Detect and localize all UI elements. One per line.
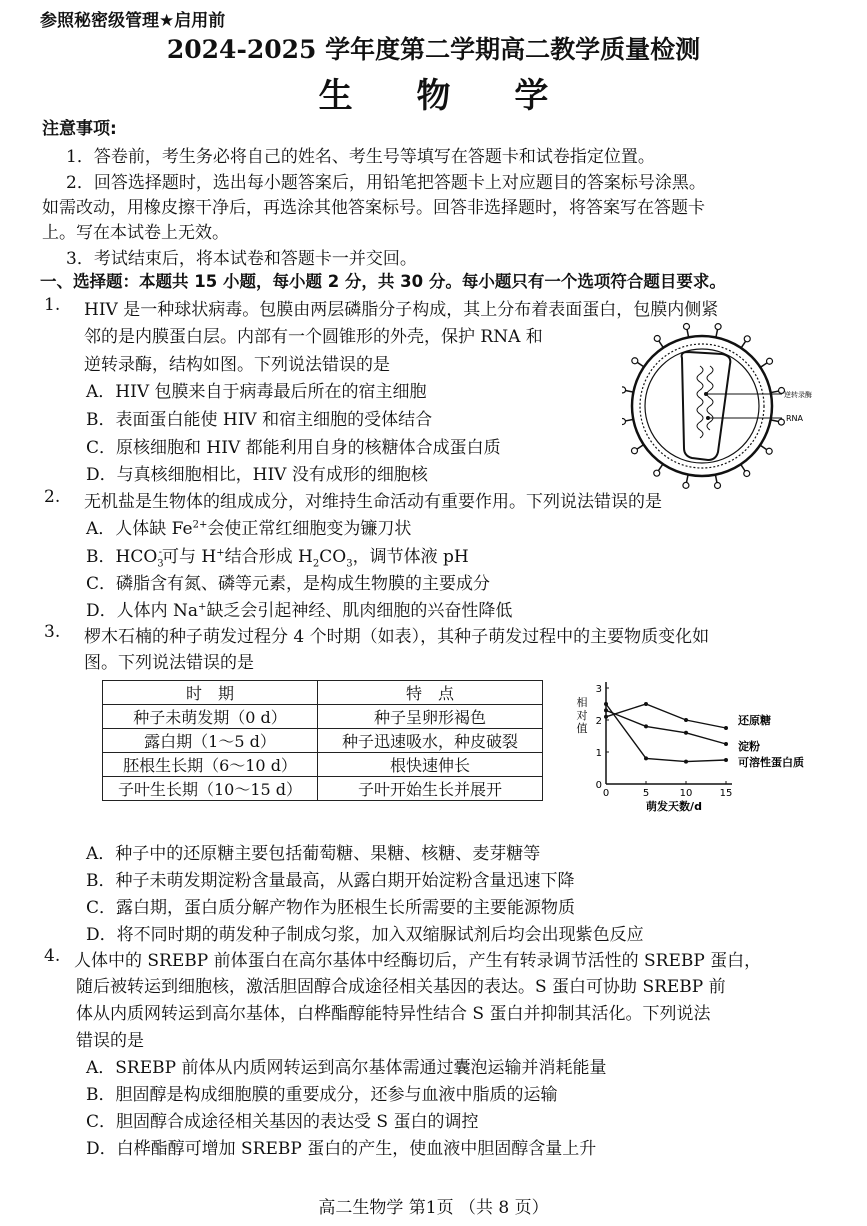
table-header-row	[103, 681, 543, 705]
question-stem: 椤木石楠的种子萌发过程分 4 个时期（如表），其种子萌发过程中的主要物质变化如	[84, 627, 710, 647]
surface-protein-head	[767, 358, 773, 364]
question-stem: 图。下列说法错误的是	[84, 653, 254, 673]
table-header: 特 点	[318, 681, 543, 705]
surface-protein-stalk	[771, 391, 779, 393]
question-stem: 无机盐是生物体的组成成分，对维持生命活动有重要作用。下列说法错误的是	[84, 492, 662, 512]
surface-protein-stalk	[715, 475, 717, 483]
surface-protein-stalk	[760, 363, 767, 367]
rna-strand	[697, 366, 703, 438]
hiv-structure-diagram	[622, 322, 822, 490]
series-label: 还原糖	[738, 714, 771, 727]
data-point	[684, 731, 688, 735]
note-line: 上。写在本试卷上无效。	[42, 223, 229, 243]
y-tick-label: 3	[595, 684, 602, 695]
data-point	[684, 718, 688, 722]
x-tick-label: 10	[679, 788, 693, 799]
option-b: B．表面蛋白能使 HIV 和宿主细胞的受体结合	[86, 410, 433, 430]
y-axis-label: 相	[576, 696, 588, 709]
table-row	[103, 705, 543, 729]
label-reverse-transcriptase: 逆转录酶	[784, 391, 812, 399]
table-row	[103, 729, 543, 753]
series-line	[606, 710, 726, 744]
note-line: 1．答卷前，考生务必将自己的姓名、考生号等填写在答题卡和试卷指定位置。	[66, 147, 655, 167]
surface-protein-head	[744, 471, 750, 477]
section-heading: 一、选择题：本题共 15 小题，每小题 2 分，共 30 分。每小题只有一个选项符合题目要求。	[40, 272, 726, 291]
x-tick-label: 0	[602, 788, 610, 799]
data-point	[644, 756, 648, 760]
table-cell: 种子呈卵形褐色	[318, 705, 543, 729]
series-line	[606, 704, 726, 728]
option-c: C．磷脂含有氮、磷等元素，是构成生物膜的主要成分	[86, 574, 491, 594]
table-cell: 种子未萌发期（0 d）	[103, 705, 318, 729]
surface-protein-head	[683, 482, 689, 488]
surface-protein-stalk	[716, 330, 718, 338]
surface-protein-head	[632, 358, 638, 364]
surface-protein-head	[654, 335, 660, 341]
data-point	[724, 726, 728, 730]
surface-protein-stalk	[687, 475, 689, 483]
table-cell: 子叶生长期（10～15 d）	[103, 777, 318, 801]
note-line: 如需改动，用橡皮擦干净后，再选涂其他答案标号。回答非选择题时，将答案写在答题卡	[42, 198, 705, 218]
option-d: D．白桦酯醇可增加 SREBP 蛋白的产生，使血液中胆固醇含量上升	[86, 1139, 597, 1159]
surface-proteins	[622, 323, 785, 488]
y-tick-label: 2	[595, 716, 602, 727]
surface-protein-stalk	[760, 445, 767, 449]
surface-protein-head	[778, 419, 784, 425]
question-number: 2.	[44, 487, 61, 507]
germination-stage-table	[102, 680, 543, 801]
x-tick-label: 5	[642, 788, 650, 799]
option-d: D．人体内 Na+缺乏会引起神经、肌肉细胞的兴奋性降低	[86, 601, 513, 621]
exam-title: 2024-2025 学年度第二学期高二教学质量检测	[166, 35, 701, 64]
surface-protein-head	[622, 387, 626, 393]
option-b: B．种子未萌发期淀粉含量最高，从露白期开始淀粉含量迅速下降	[86, 871, 575, 891]
option-c: C．胆固醇合成途径相关基因的表达受 S 蛋白的调控	[86, 1112, 479, 1132]
confidentiality-label: 参照秘密级管理★启用前	[40, 11, 226, 31]
option-b: B．胆固醇是构成细胞膜的重要成分，还参与血液中脂质的运输	[86, 1085, 558, 1105]
data-point	[604, 708, 608, 712]
y-axis-label: 对	[576, 709, 588, 722]
option-a: A．SREBP 前体从内质网转运到高尔基体需通过囊泡运输并消耗能量	[86, 1058, 607, 1078]
surface-protein-stalk	[771, 420, 779, 422]
surface-protein-head	[654, 470, 660, 476]
subject-title: 生 物 学	[318, 76, 575, 116]
option-b: B．$HCO_3^-$可与 H+结合形成 $H_2CO_3$，调节体液 pH	[86, 547, 469, 570]
surface-protein-head	[715, 324, 721, 330]
option-c: C．露白期，蛋白质分解产物作为胚根生长所需要的主要能源物质	[86, 898, 576, 918]
label-rna: RNA	[786, 414, 804, 423]
question-stem: 错误的是	[76, 1031, 144, 1051]
option-a: A．种子中的还原糖主要包括葡萄糖、果糖、核糖、麦芽糖等	[86, 844, 541, 864]
option-d: D．与真核细胞相比，HIV 没有成形的细胞核	[86, 465, 428, 485]
series-label: 可溶性蛋白质	[738, 756, 804, 769]
question-number: 3.	[44, 622, 61, 642]
question-stem: HIV 是一种球状病毒。包膜由两层磷脂分子构成，其上分布着表面蛋白，包膜内侧紧	[84, 300, 719, 320]
surface-protein-stalk	[687, 329, 689, 337]
surface-protein-head	[715, 483, 721, 489]
table-cell: 子叶开始生长并展开	[318, 777, 543, 801]
y-tick-label: 1	[595, 748, 602, 759]
data-point	[644, 724, 648, 728]
note-line: 3．考试结束后，将本试卷和答题卡一并交回。	[66, 249, 417, 269]
surface-protein-stalk	[658, 464, 662, 471]
surface-protein-head	[766, 448, 772, 454]
surface-protein-stalk	[741, 341, 745, 348]
surface-protein-stalk	[637, 362, 644, 366]
question-number: 4.	[44, 946, 61, 966]
x-tick-label: 15	[719, 788, 733, 799]
surface-protein-stalk	[637, 445, 644, 449]
question-stem: 逆转录酶，结构如图。下列说法错误的是	[84, 355, 390, 375]
option-a: A．HIV 包膜来自于病毒最后所在的宿主细胞	[86, 382, 427, 402]
surface-protein-head	[631, 448, 637, 454]
option-c: C．原核细胞和 HIV 都能利用自身的核糖体合成蛋白质	[86, 438, 501, 458]
surface-protein-head	[683, 323, 689, 329]
x-axis-label: 萌发天数/d	[646, 800, 702, 813]
data-point	[604, 715, 608, 719]
table-cell: 根快速伸长	[318, 753, 543, 777]
question-stem: 人体中的 SREBP 前体蛋白在高尔基体中经酶切后，产生有转录调节活性的 SREBP 蛋白，	[74, 951, 762, 971]
table-header: 时 期	[103, 681, 318, 705]
note-line: 2．回答选择题时，选出每小题答案后，用铅笔把答题卡上对应题目的答案标号涂黑。	[66, 173, 706, 193]
virus-envelope	[632, 336, 772, 476]
table-row	[103, 777, 543, 801]
table-cell: 胚根生长期（6～10 d）	[103, 753, 318, 777]
surface-protein-head	[622, 419, 625, 425]
question-stem: 随后被转运到细胞核，激活胆固醇合成途径相关基因的表达。S 蛋白可协助 SREBP 前	[76, 977, 726, 997]
page-footer: 高二生物学 第1页 （共 8 页）	[318, 1198, 549, 1218]
table-cell: 种子迅速吸水，种皮破裂	[318, 729, 543, 753]
surface-protein-head	[744, 336, 750, 342]
data-point	[724, 742, 728, 746]
table-row	[103, 753, 543, 777]
surface-protein-stalk	[626, 391, 634, 393]
series-label: 淀粉	[738, 740, 760, 753]
surface-protein-stalk	[659, 341, 663, 348]
table-cell: 露白期（1～5 d）	[103, 729, 318, 753]
substance-change-chart	[566, 676, 836, 816]
question-stem: 邻的是内膜蛋白层。内部有一个圆锥形的外壳，保护 RNA 和	[84, 327, 543, 347]
y-axis-label: 值	[576, 722, 588, 735]
notes-heading: 注意事项:	[42, 119, 117, 139]
data-point	[724, 758, 728, 762]
data-point	[604, 702, 608, 706]
question-number: 1.	[44, 295, 61, 315]
option-d: D．将不同时期的萌发种子制成匀浆，加入双缩脲试剂后均会出现紫色反应	[86, 925, 644, 945]
capsid-cone	[682, 352, 731, 460]
data-point	[644, 702, 648, 706]
surface-protein-stalk	[741, 464, 745, 471]
option-a: A．人体缺 $Fe^{2+}$会使正常红细胞变为镰刀状	[86, 519, 412, 539]
y-tick-label: 0	[595, 780, 602, 791]
question-stem: 体从内质网转运到高尔基体，白桦酯醇能特异性结合 S 蛋白并抑制其活化。下列说法	[76, 1004, 711, 1024]
surface-protein-stalk	[625, 419, 633, 421]
data-point	[684, 760, 688, 764]
